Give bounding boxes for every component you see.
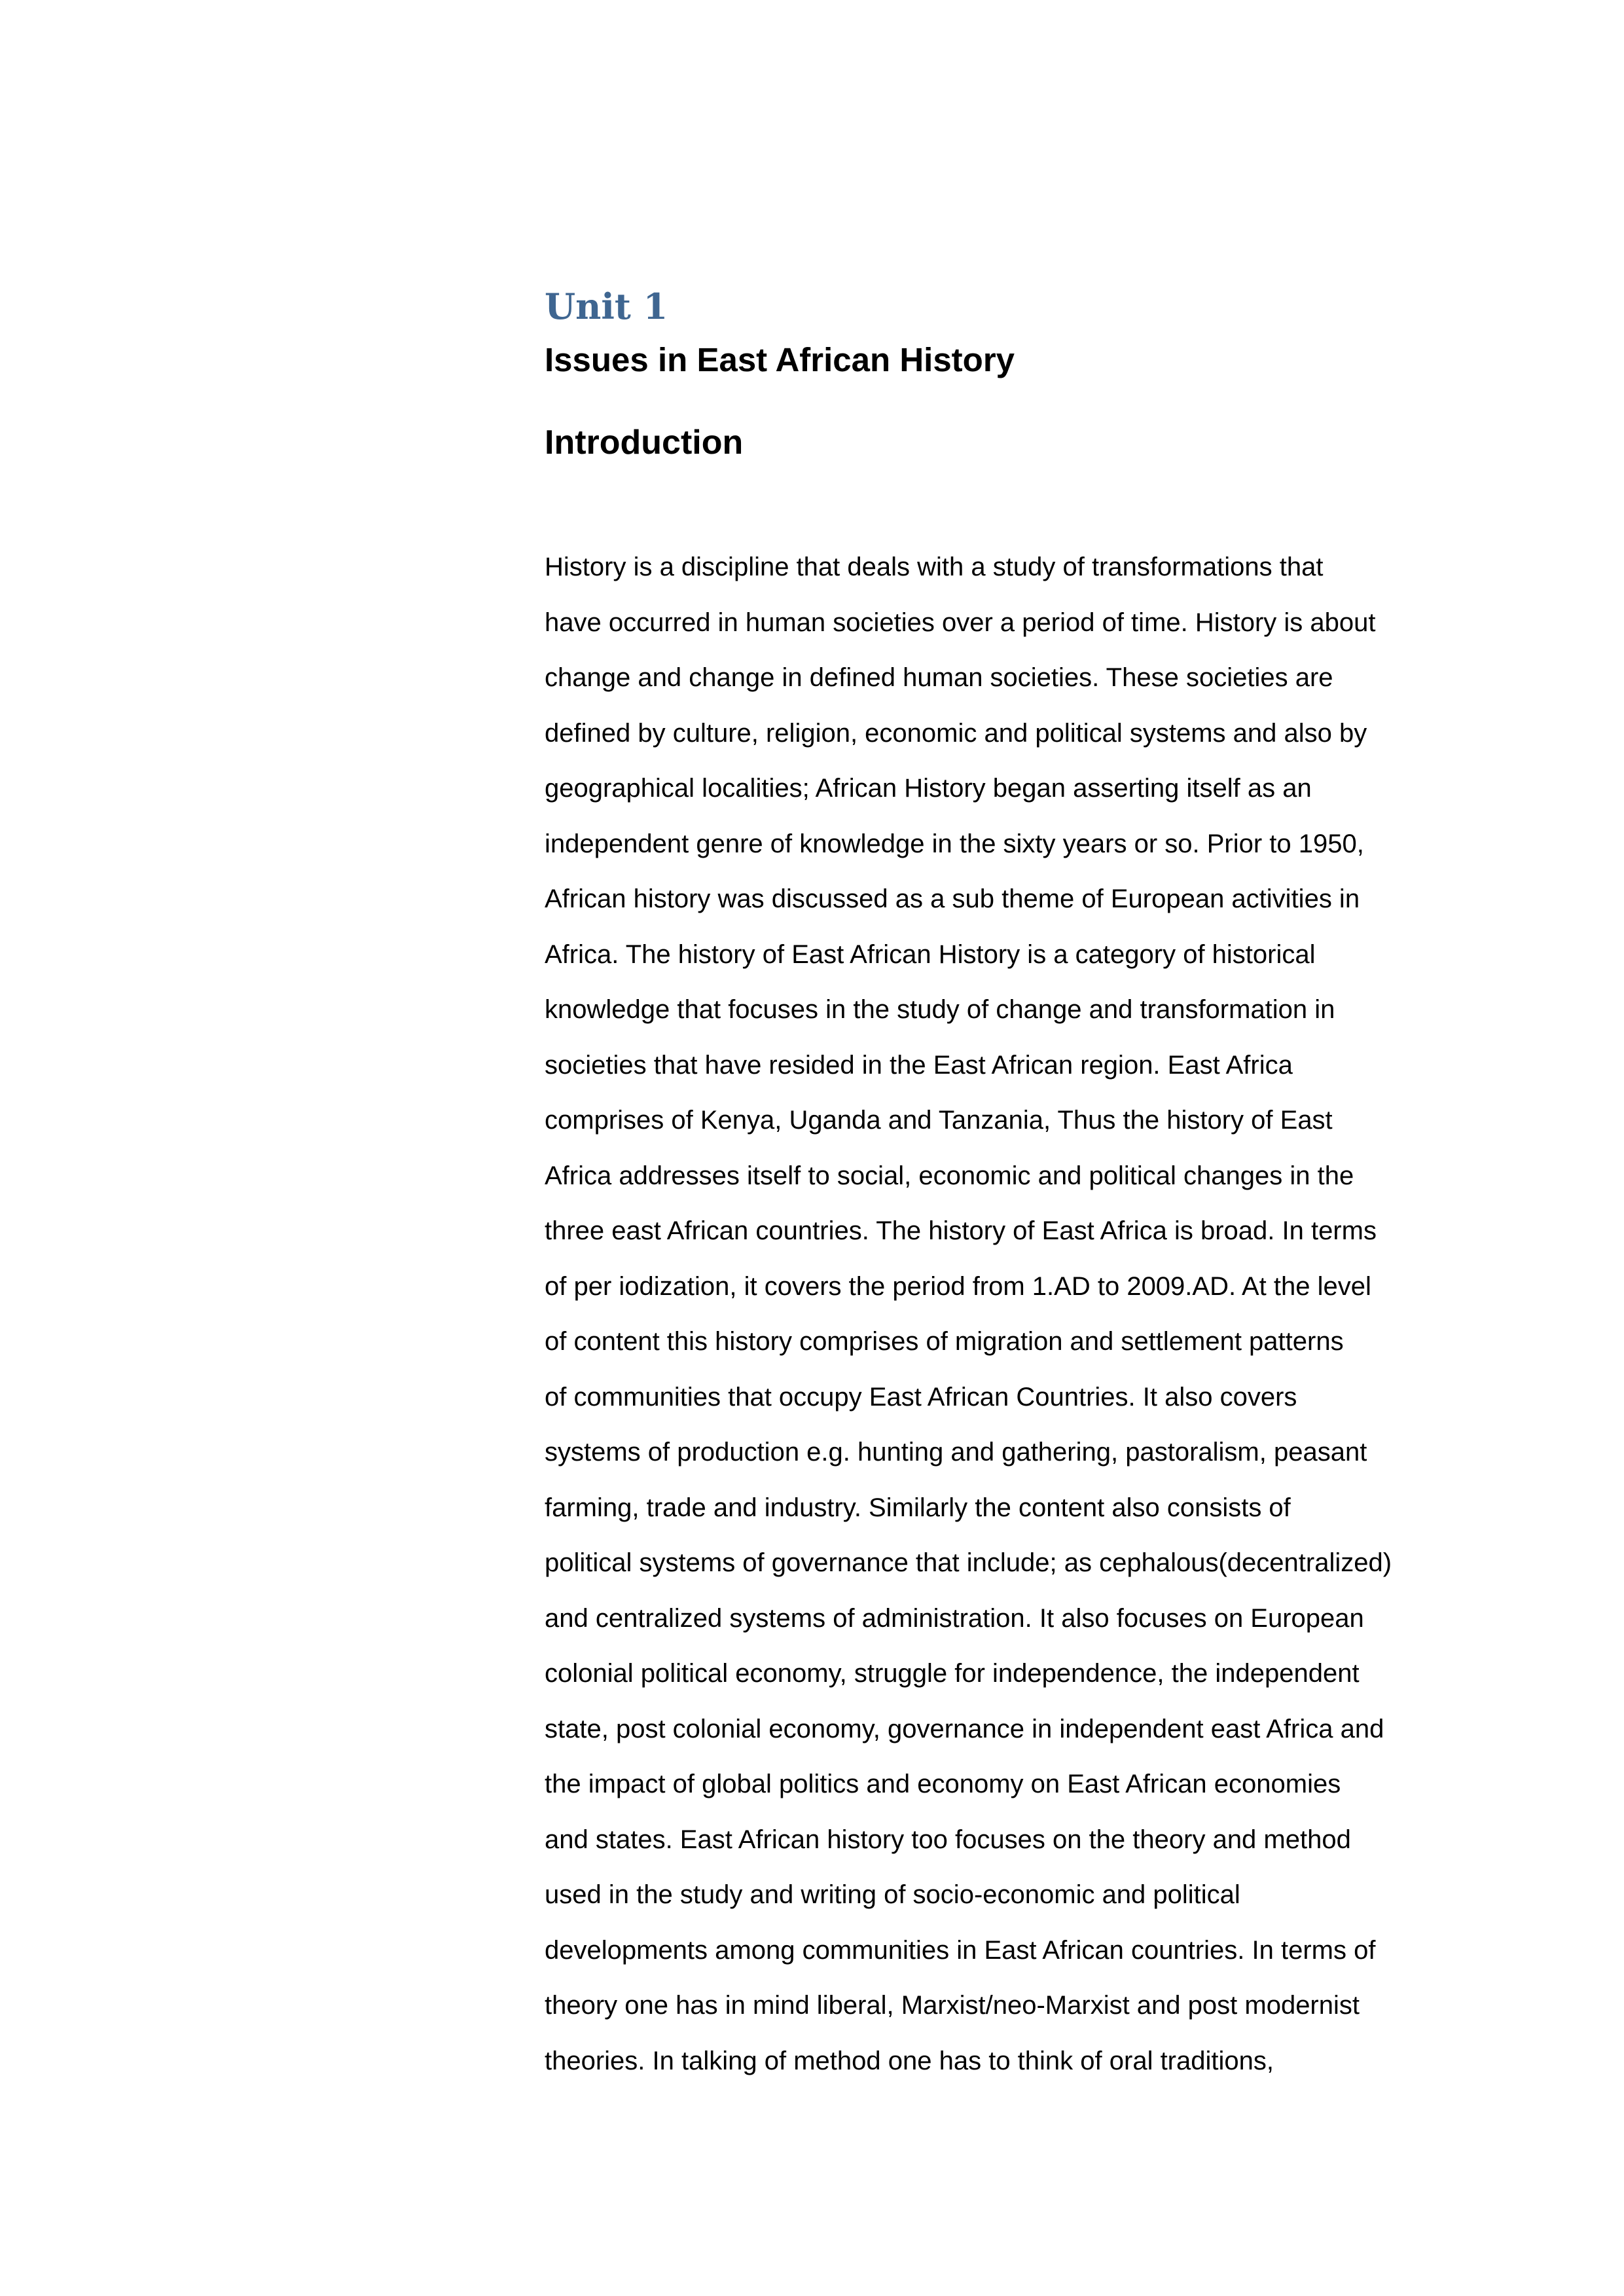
body-line: societies that have resided in the East African region. East Africa xyxy=(545,1050,1293,1080)
body-paragraph xyxy=(545,539,1392,2088)
body-line: three east African countries. The history of East Africa is broad. In terms xyxy=(545,1216,1377,1245)
body-line: theory one has in mind liberal, Marxist/neo-Marxist and post modernist xyxy=(545,1991,1360,2020)
body-line: theories. In talking of method one has to think of oral traditions, xyxy=(545,2046,1274,2075)
body-line: and states. East African history too focuses on the theory and method xyxy=(545,1825,1351,1854)
body-line: Africa. The history of East African History is a category of historical xyxy=(545,939,1316,969)
body-line: of content this history comprises of migration and settlement patterns xyxy=(545,1327,1344,1356)
body-line: have occurred in human societies over a period of time. History is about xyxy=(545,608,1376,637)
body-line: Africa addresses itself to social, economic and political changes in the xyxy=(545,1161,1354,1190)
body-line: comprises of Kenya, Uganda and Tanzania, Thus the history of East xyxy=(545,1106,1333,1135)
body-line: systems of production e.g. hunting and gathering, pastoralism, peasant xyxy=(545,1438,1367,1467)
body-line: developments among communities in East African countries. In terms of xyxy=(545,1935,1376,1965)
body-line: change and change in defined human societies. These societies are xyxy=(545,663,1333,692)
body-line: of communities that occupy East African Countries. It also covers xyxy=(545,1382,1297,1412)
unit-title: Issues in East African History xyxy=(545,341,1015,378)
body-line: and centralized systems of administration. It also focuses on European xyxy=(545,1603,1364,1633)
body-line: independent genre of knowledge in the sixty years or so. Prior to 1950, xyxy=(545,829,1364,858)
body-line: the impact of global politics and economy on East African economies xyxy=(545,1770,1341,1798)
body-line: knowledge that focuses in the study of change and transformation in xyxy=(545,995,1335,1024)
body-line: geographical localities; African History began asserting itself as an xyxy=(545,774,1312,803)
body-line: colonial political economy, struggle for independence, the independent xyxy=(545,1659,1360,1688)
body-line: History is a discipline that deals with a study of transformations that xyxy=(545,553,1324,581)
section-heading: Introduction xyxy=(545,424,744,462)
body-line: used in the study and writing of socio-economic and political xyxy=(545,1880,1240,1909)
body-line: political systems of governance that include; as cephalous(decentralized) xyxy=(545,1548,1392,1577)
body-line: farming, trade and industry. Similarly the content also consists of xyxy=(545,1493,1291,1522)
body-line: state, post colonial economy, governance in independent east Africa and xyxy=(545,1714,1384,1743)
body-line: of per iodization, it covers the period from 1.AD to 2009.AD. At the level xyxy=(545,1271,1371,1301)
unit-label: Unit 1 xyxy=(545,285,668,327)
body-line: African history was discussed as a sub theme of European activities in xyxy=(545,884,1360,913)
body-line: defined by culture, religion, economic and political systems and also by xyxy=(545,718,1367,748)
